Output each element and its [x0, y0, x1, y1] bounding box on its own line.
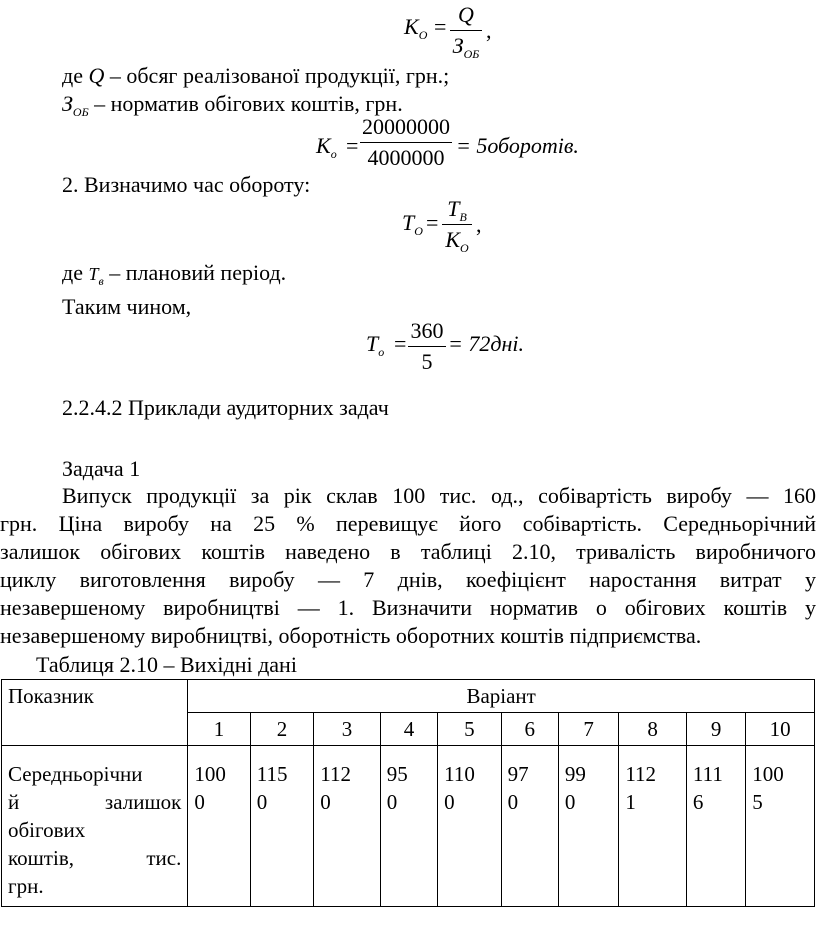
formula4-fraction	[408, 318, 446, 375]
thus-text: Таким чином,	[62, 294, 192, 319]
table-cell: 97 0	[501, 746, 558, 907]
formula2-lhs: $K_о$	[316, 133, 337, 161]
header-variant: Варіант	[188, 680, 815, 713]
task-title: Задача 1	[62, 456, 141, 481]
formula1-lhs: $K_O$	[404, 14, 428, 42]
formula3-comma: ,	[476, 212, 482, 237]
formula3-eq: =	[426, 210, 439, 235]
formula2-numerator: 20000000	[362, 114, 450, 139]
variant-number: 10	[746, 713, 815, 746]
table-cell: 100 0	[188, 746, 250, 907]
variant-number: 2	[250, 713, 313, 746]
row-label: Середньорічни й залишок обігових коштів, тис. грн.	[2, 746, 188, 907]
formula1-comma: ,	[486, 18, 492, 43]
task-line: незавершеному виробництві — 1. Визначити норматив о обігових коштів у	[0, 595, 816, 620]
formula3-fraction	[442, 196, 472, 253]
table-cell: 95 0	[380, 746, 437, 907]
formula4-denominator: 5	[421, 349, 433, 374]
formula1-denominator: $З_{ОБ}$	[452, 33, 480, 61]
variant-number: 1	[188, 713, 250, 746]
task-line: залишок обігових коштів наведено в таблиці 2.10, тривалість виробничого	[0, 539, 816, 564]
definition-t: де $T_в$ – плановий період.	[62, 260, 287, 288]
variant-number: 4	[380, 713, 437, 746]
table-cell: 110 0	[438, 746, 501, 907]
fraction-bar	[442, 224, 472, 225]
formula3-lhs: $T_O$	[402, 210, 423, 238]
table-cell: 100 5	[746, 746, 815, 907]
task-line: грн. Ціна виробу на 25 % перевищує його собівартість. Середньорічний	[0, 511, 816, 536]
formula1-eq: =	[434, 14, 447, 39]
variant-number: 8	[619, 713, 687, 746]
fraction-bar	[450, 30, 482, 31]
table-cell: 112 0	[314, 746, 381, 907]
variant-number: 6	[501, 713, 558, 746]
task-line: циклу виготовлення виробу — 7 днів, коефіцієнт наростання витрат у	[0, 567, 816, 592]
task-line: незавершеному виробництві, оборотність оборотних коштів підприємства.	[0, 623, 702, 648]
step-2-text: 2. Визначимо час обороту:	[62, 172, 311, 197]
table-cell: 111 6	[686, 746, 745, 907]
variant-number: 5	[438, 713, 501, 746]
variant-number: 9	[686, 713, 745, 746]
definition-z: $З_{ОБ}$ – норматив обігових коштів, грн.	[62, 91, 403, 119]
task-line: Випуск продукції за рік склав 100 тис. од., собівартість виробу — 160	[62, 483, 816, 508]
formula2-denominator: 4000000	[367, 145, 445, 170]
section-heading: 2.2.4.2 Приклади аудиторних задач	[62, 395, 389, 420]
formula3-denominator: $K_O$	[445, 227, 469, 255]
formula4-result: = 72дні.	[448, 331, 525, 356]
table-header-row	[2, 680, 815, 713]
formula4-eq: =	[394, 331, 407, 356]
formula3-numerator: $T_B$	[447, 196, 467, 224]
fraction-bar	[408, 346, 446, 347]
task-paragraph	[0, 482, 816, 650]
definition-q: де Q – обсяг реалізованої продукції, грн.;	[62, 63, 450, 88]
table-row	[2, 746, 815, 907]
variant-number: 7	[558, 713, 618, 746]
formula2-result: = 5оборотів.	[456, 133, 579, 158]
table-caption: Таблиця 2.10 – Вихідні дані	[36, 652, 297, 677]
fraction-bar	[360, 142, 452, 143]
formula1-fraction	[450, 2, 482, 59]
formula2-fraction	[360, 114, 452, 171]
source-data-table	[1, 679, 815, 907]
table-cell: 112 1	[619, 746, 687, 907]
variant-number: 3	[314, 713, 381, 746]
formula4-numerator: 360	[410, 318, 444, 343]
formula4-lhs: $T_о$	[366, 331, 385, 359]
formula1-numerator: Q	[458, 2, 474, 27]
table-cell: 99 0	[558, 746, 618, 907]
header-indicator: Показник	[2, 680, 188, 746]
table-cell: 115 0	[250, 746, 313, 907]
formula2-eq: =	[346, 133, 359, 158]
